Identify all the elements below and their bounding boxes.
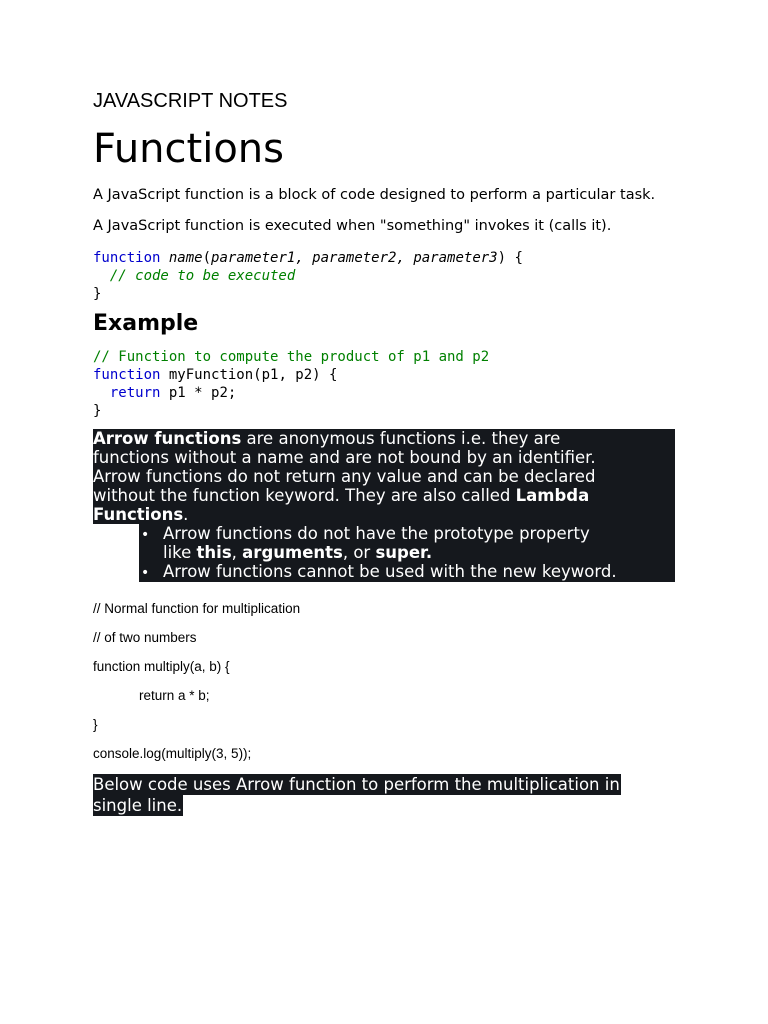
arrow-text-line-5 — [93, 505, 188, 524]
code-text: p1 * p2; — [160, 385, 237, 401]
bullet-dot-icon: • — [141, 565, 150, 581]
syntax-code-line-3: } — [93, 286, 102, 302]
arrow-text-line-2: functions without a name and are not bound by an identifier. — [93, 448, 596, 467]
normal-code-line-6: console.log(multiply(3, 5)); — [93, 746, 252, 761]
arrow-text: , — [231, 543, 243, 562]
arrow-text-line-1 — [93, 429, 560, 448]
bold-term: super. — [375, 543, 433, 562]
arrow-text: without the function keyword. They are also called — [93, 486, 516, 505]
bullet-dot-icon: • — [141, 527, 150, 543]
example-code-line-3 — [93, 384, 236, 402]
bullet-item-2: Arrow functions cannot be used with the new keyword. — [163, 562, 617, 581]
syntax-code-line-2 — [93, 267, 295, 285]
normal-code-line-4: return a * b; — [139, 688, 210, 703]
arrow-text: are anonymous functions i.e. they are — [241, 429, 561, 448]
code-comment: // code to be executed — [93, 268, 296, 284]
syntax-code-line-1 — [93, 249, 523, 267]
code-keyword: return — [109, 385, 161, 401]
example-code-line-2 — [93, 366, 337, 384]
normal-code-line-3: function multiply(a, b) { — [93, 659, 230, 674]
arrow-text-line-3: Arrow functions do not return any value and can be declared — [93, 467, 596, 486]
code-indent — [93, 385, 110, 401]
arrow-text: , or — [342, 543, 376, 562]
example-heading: Example — [93, 311, 199, 336]
intro-paragraph-1: A JavaScript function is a block of code designed to perform a particular task. — [93, 187, 656, 203]
block-margin-gap — [93, 524, 139, 582]
arrow-text: . — [183, 505, 189, 524]
highlighted-text-line-2: single line. — [93, 796, 183, 815]
page-title: Functions — [93, 126, 284, 172]
highlighted-text-line-1: Below code uses Arrow function to perform the multiplication in — [93, 775, 620, 794]
bold-term: this — [196, 543, 232, 562]
code-keyword: function — [93, 250, 161, 266]
bold-term: Lambda — [515, 486, 590, 505]
code-paren-open: ( — [202, 250, 212, 266]
normal-code-line-1: // Normal function for multiplication — [93, 601, 301, 616]
bold-term: arguments — [242, 543, 343, 562]
arrow-text: like — [163, 543, 197, 562]
code-comment: // Function to compute the product of p1 and p2 — [93, 349, 490, 365]
code-text: myFunction(p1, p2) { — [160, 367, 338, 383]
code-params: parameter1, parameter2, parameter3 — [211, 250, 498, 266]
bullet-item-1-line-1: Arrow functions do not have the prototype property — [163, 524, 590, 543]
example-code-line-4: } — [93, 403, 102, 419]
example-code-line-1 — [93, 348, 489, 366]
code-keyword: function — [93, 367, 161, 383]
intro-paragraph-2: A JavaScript function is executed when "something" invokes it (calls it). — [93, 218, 612, 234]
bold-term: Functions — [93, 505, 184, 524]
code-paren-close: ) { — [497, 250, 523, 266]
normal-code-line-2: // of two numbers — [93, 630, 197, 645]
normal-code-line-5: } — [93, 717, 98, 732]
bullet-item-1-line-2 — [163, 543, 432, 562]
code-function-name: name — [168, 250, 203, 266]
bold-term: Arrow functions — [93, 429, 242, 448]
arrow-text-line-4 — [93, 486, 589, 505]
notes-title: JAVASCRIPT NOTES — [93, 90, 288, 112]
